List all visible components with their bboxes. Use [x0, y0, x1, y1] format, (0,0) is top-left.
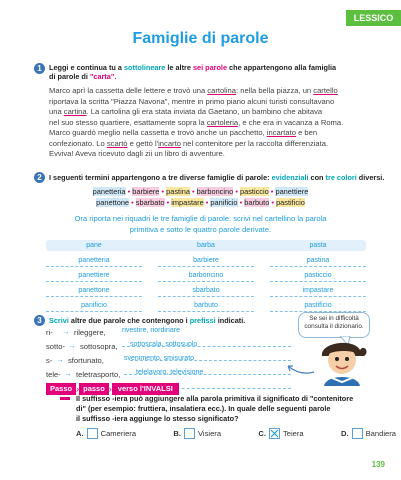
option-checkbox[interactable]	[87, 428, 98, 439]
chevron-right-icon: ›	[76, 384, 80, 394]
arrow-icon: →	[62, 327, 70, 336]
exercise-2-instruction: I seguenti termini appartengono a tre diverse famiglie di parole: evidenziali con tre colori diversi.	[49, 173, 385, 182]
prefix-answer: svenimento, smisurato	[124, 355, 195, 362]
exercise-2-number: 2	[34, 172, 45, 183]
family-item: impastare	[270, 285, 366, 297]
invalsi-tag-step2: passo	[79, 383, 109, 395]
boy-illustration	[314, 338, 374, 386]
task-line: primitiva e sotto le quattro parole derivate.	[129, 225, 272, 234]
separator: •	[161, 187, 165, 196]
exercise-3-number: 3	[34, 315, 45, 326]
option-b[interactable]	[173, 428, 221, 439]
word-row-1	[0, 186, 401, 197]
invalsi-tag-title: verso l'INVALSI	[112, 383, 179, 395]
prefix: sotto-	[46, 342, 65, 351]
option-d[interactable]	[341, 428, 396, 439]
family-item: pastificio	[270, 300, 366, 312]
word: impastare	[171, 198, 204, 207]
separator: •	[235, 187, 238, 196]
arrow-icon: →	[68, 341, 76, 350]
option-checkbox[interactable]	[352, 428, 363, 439]
separator: •	[131, 198, 134, 207]
option-letter: A.	[76, 429, 84, 438]
separator: •	[192, 187, 195, 196]
separator: •	[166, 198, 170, 207]
exercise-1-number: 1	[34, 63, 45, 74]
page-number: 139	[371, 460, 385, 469]
prefix-row	[46, 354, 291, 368]
invalsi-options	[76, 428, 396, 439]
prefix-answer: sottoscala, sottosuolo	[130, 341, 198, 348]
family-item: panificio	[46, 300, 142, 312]
text-line: nel suo stesso quartiere, esattamente sopra la cartoleria, e che era in vacanza a Roma.	[49, 117, 344, 127]
separator: •	[270, 187, 274, 196]
word: barbiere	[132, 187, 160, 196]
text-line: Evviva! Aveva ricevuto dagli zii un libro di avventure.	[49, 149, 225, 158]
option-label: Teiera	[282, 429, 304, 438]
text-line: confezionato. Lo scartò e gettò l'incarto nel contenitore per la raccolta differenziata.	[49, 138, 329, 148]
word: sbarbato	[135, 198, 165, 207]
prefix: s-	[46, 356, 53, 365]
family-head: barba	[197, 242, 215, 249]
prefix-answer: rivestire, riordinare	[122, 327, 180, 334]
prefix: ri-	[46, 328, 53, 337]
option-checkbox[interactable]	[184, 428, 195, 439]
text-line: una cartina. La cartolina gli era stata inviata da Gaetano, un bambino che abitava	[49, 107, 323, 116]
exercise-1-instruction: Leggi e continua tu a sottolineare le altre sei parole che appartengono alla famiglia di parole di "carta".	[49, 63, 337, 81]
question-line: il suffisso -iera aggiunge lo stesso significato?	[76, 414, 239, 423]
family-item: panettone	[46, 285, 142, 297]
prefix-list	[46, 326, 291, 382]
option-checkbox-checked[interactable]	[269, 428, 280, 439]
arrow-icon: →	[56, 355, 64, 364]
option-label: Visiera	[197, 429, 222, 438]
families-table	[46, 240, 366, 312]
word: panetteria	[92, 187, 126, 196]
family-item: barboncino	[158, 270, 254, 282]
word: pasticcio	[239, 187, 269, 196]
option-letter: B.	[173, 429, 181, 438]
family-head: pasta	[309, 242, 327, 249]
text-line: riportava la scritta "Piazza Navona", mentre in primo piano alcuni turisti consultavano	[49, 96, 335, 106]
exercise-1-text	[49, 86, 399, 160]
family-column	[270, 240, 366, 312]
word: panettone	[96, 198, 130, 207]
question-line: Il suffisso -iera può aggiungere alla parola primitiva il significato di "contenitore	[76, 394, 354, 403]
family-item: sbarbato	[158, 285, 254, 297]
exercise-2-task	[0, 213, 401, 235]
prefix-example: teletrasporto,	[76, 370, 121, 379]
prefix-example: rileggere,	[74, 328, 106, 337]
word: panificio	[210, 198, 238, 207]
word: barboncino	[196, 187, 234, 196]
prefix-row	[46, 368, 291, 382]
family-item: panettiere	[46, 270, 142, 282]
separator: •	[271, 198, 274, 207]
exercise-3-instruction: Scrivi altre due parole che contengono i prefissi indicati.	[49, 316, 246, 325]
separator: •	[239, 198, 243, 207]
text-line: Marco guardò meglio nella cassetta e trovò anche un pacchetto, incartato e ben	[49, 128, 318, 137]
word: pastificio	[276, 198, 305, 207]
family-item: barbiere	[158, 255, 254, 267]
page-title: Famiglie di parole	[132, 30, 269, 47]
invalsi-question	[76, 394, 396, 424]
chevron-right-icon: ›	[108, 384, 112, 394]
family-item: barbuto	[158, 300, 254, 312]
question-line: di" (per esempio: fruttiera, insalatiera ecc.). In quale delle seguenti parole	[76, 404, 331, 413]
family-column	[46, 240, 142, 312]
prefix-row	[46, 326, 291, 340]
word-row-2	[0, 197, 401, 208]
arrow-icon: →	[64, 369, 72, 378]
family-item: pasticcio	[270, 270, 366, 282]
text-line: Marco aprì la cassetta delle lettere e trovò una cartolina: nella bella piazza, un cartello	[49, 86, 338, 95]
word: panettiere	[275, 187, 309, 196]
prefix-example: sfortunato,	[68, 356, 104, 365]
family-item: panetteria	[46, 255, 142, 267]
option-a[interactable]	[76, 428, 136, 439]
option-c[interactable]	[258, 428, 303, 439]
family-column	[158, 240, 254, 312]
word: barbuto	[244, 198, 270, 207]
prefix-answer: telelavoro, televisione	[136, 369, 204, 376]
check-x-icon	[270, 429, 279, 438]
separator: •	[205, 198, 209, 207]
prefix-example: sottosopra,	[80, 342, 118, 351]
task-line: Ora riporta nei riquadri le tre famiglie di parole: scrivi nel cartellino la parola	[74, 214, 327, 223]
prefix: tele-	[46, 370, 61, 379]
option-label: Bandiera	[365, 429, 396, 438]
family-head: pane	[86, 242, 102, 249]
word: pastina	[166, 187, 190, 196]
word-list	[0, 186, 401, 208]
option-letter: D.	[340, 429, 349, 438]
option-label: Cameriera	[100, 429, 137, 438]
question-marker	[60, 397, 70, 400]
option-letter: C.	[258, 429, 266, 438]
prefix-row	[46, 340, 291, 354]
family-item: pastina	[270, 255, 366, 267]
section-badge: LESSICO	[346, 10, 401, 26]
hint-bubble: Se sei in difficoltà consulta il dizionario.	[298, 312, 370, 338]
invalsi-tag-step1: Passo	[46, 383, 76, 395]
separator: •	[127, 187, 131, 196]
